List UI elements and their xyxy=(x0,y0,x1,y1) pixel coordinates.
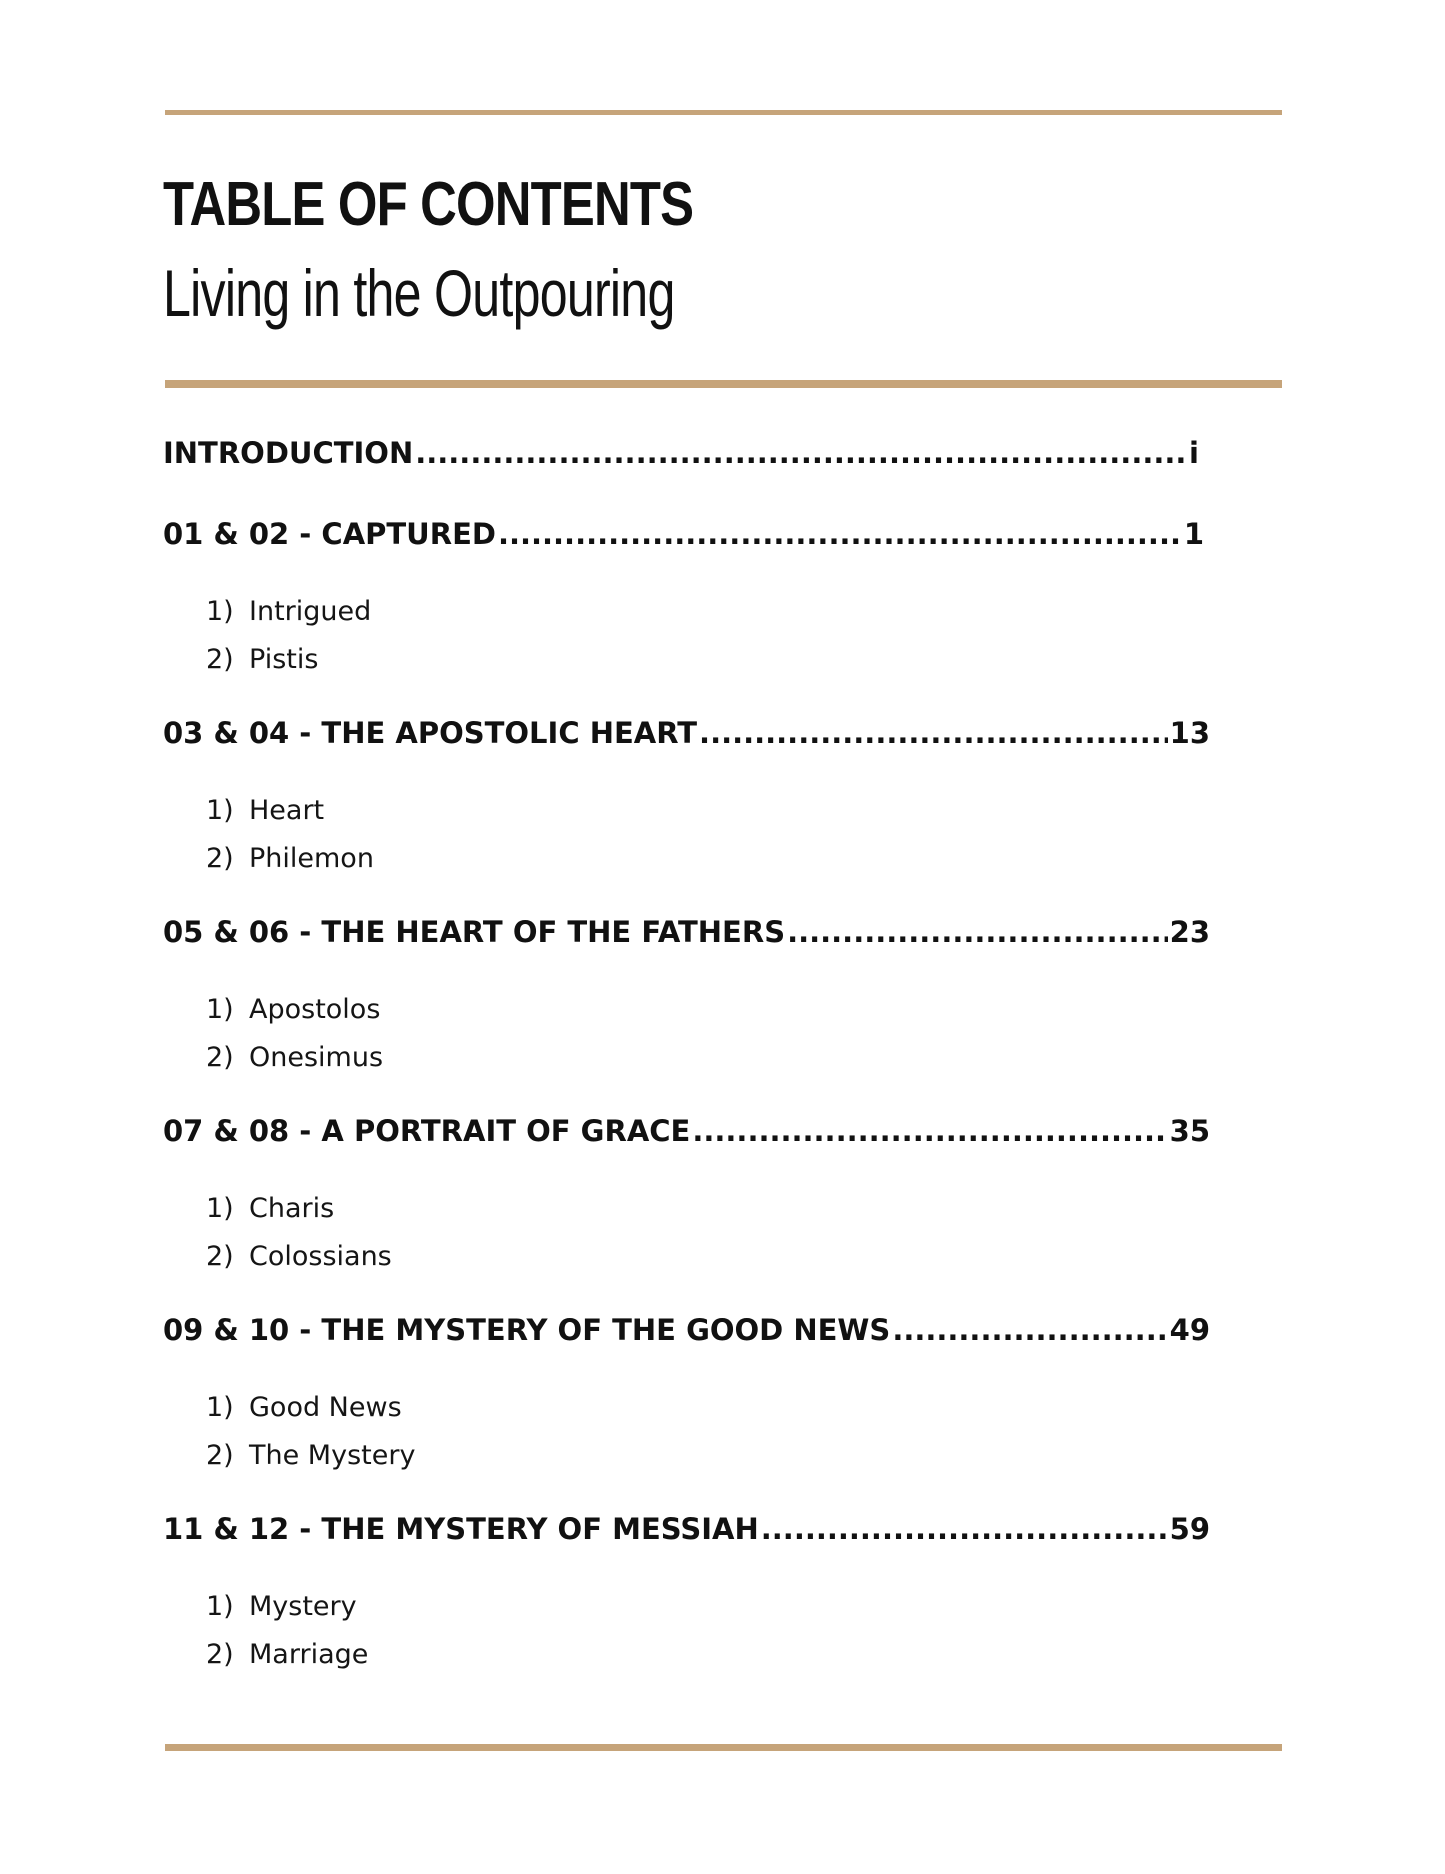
subentry-number: 2) xyxy=(206,1440,234,1471)
toc-subentry[interactable] xyxy=(206,1040,383,1076)
subentry-text: Marriage xyxy=(249,1639,369,1670)
toc-entry[interactable] xyxy=(163,1111,1210,1151)
subentry-text: Charis xyxy=(249,1193,335,1224)
subentry-number: 2) xyxy=(206,1042,234,1073)
toc-entry[interactable] xyxy=(163,1310,1210,1350)
subentry-number: 2) xyxy=(206,644,234,675)
toc-subentry[interactable] xyxy=(206,1390,402,1426)
top-rule xyxy=(165,110,1282,115)
dot-leader xyxy=(692,1111,1167,1151)
dot-leader xyxy=(892,1310,1167,1350)
subentry-text: Philemon xyxy=(249,843,374,874)
subentry-text: Intrigued xyxy=(249,596,372,627)
toc-subentry[interactable] xyxy=(206,793,324,829)
toc-subentry[interactable] xyxy=(206,1589,357,1625)
page-title: TABLE OF CONTENTS xyxy=(163,170,694,239)
toc-entry-page: 23 xyxy=(1169,915,1210,949)
toc-subentry[interactable] xyxy=(206,594,371,630)
toc-entry-label: INTRODUCTION xyxy=(163,436,414,470)
toc-entry-page: 49 xyxy=(1169,1313,1210,1347)
toc-entry-introduction[interactable] xyxy=(163,433,1199,473)
subentry-text: Heart xyxy=(249,795,325,826)
toc-entry-label: 11 & 12 - THE MYSTERY OF MESSIAH xyxy=(163,1512,759,1546)
subentry-text: Good News xyxy=(249,1392,402,1423)
toc-entry[interactable] xyxy=(163,514,1204,554)
subentry-number: 1) xyxy=(206,1591,234,1622)
dot-leader xyxy=(498,514,1182,554)
toc-entry-label: 05 & 06 - THE HEART OF THE FATHERS xyxy=(163,915,786,949)
dot-leader xyxy=(761,1509,1168,1549)
toc-entry[interactable] xyxy=(163,713,1210,753)
subentry-number: 1) xyxy=(206,1392,234,1423)
subentry-number: 1) xyxy=(206,596,234,627)
subentry-text: Apostolos xyxy=(249,994,381,1025)
toc-subentry[interactable] xyxy=(206,1438,415,1474)
toc-subentry[interactable] xyxy=(206,992,380,1028)
dot-leader xyxy=(415,433,1187,473)
subentry-number: 2) xyxy=(206,1241,234,1272)
subentry-number: 1) xyxy=(206,795,234,826)
toc-subentry[interactable] xyxy=(206,1637,368,1673)
dot-leader xyxy=(699,713,1168,753)
dot-leader xyxy=(787,912,1168,952)
toc-subentry[interactable] xyxy=(206,642,318,678)
toc-subentry[interactable] xyxy=(206,1239,392,1275)
toc-subentry[interactable] xyxy=(206,841,374,877)
subentry-text: Colossians xyxy=(249,1241,392,1272)
toc-entry-page: 1 xyxy=(1183,517,1204,551)
subentry-text: Pistis xyxy=(249,644,319,675)
subentry-text: Mystery xyxy=(249,1591,357,1622)
page-subtitle: Living in the Outpouring xyxy=(163,256,675,330)
toc-entry-page: i xyxy=(1189,436,1199,470)
toc-subentry[interactable] xyxy=(206,1191,334,1227)
toc-entry-page: 35 xyxy=(1169,1114,1210,1148)
toc-entry-label: 07 & 08 - A PORTRAIT OF GRACE xyxy=(163,1114,691,1148)
subentry-text: The Mystery xyxy=(249,1440,416,1471)
subentry-number: 1) xyxy=(206,994,234,1025)
toc-entry-label: 03 & 04 - THE APOSTOLIC HEART xyxy=(163,716,698,750)
title-divider xyxy=(165,380,1282,388)
toc-entry[interactable] xyxy=(163,912,1210,952)
subentry-number: 2) xyxy=(206,843,234,874)
bottom-rule xyxy=(165,1744,1282,1751)
subentry-number: 2) xyxy=(206,1639,234,1670)
toc-entry[interactable] xyxy=(163,1509,1210,1549)
toc-entry-label: 09 & 10 - THE MYSTERY OF THE GOOD NEWS xyxy=(163,1313,891,1347)
subentry-text: Onesimus xyxy=(249,1042,384,1073)
toc-entry-page: 59 xyxy=(1169,1512,1210,1546)
subentry-number: 1) xyxy=(206,1193,234,1224)
toc-entry-page: 13 xyxy=(1169,716,1210,750)
toc-entry-label: 01 & 02 - CAPTURED xyxy=(163,517,496,551)
